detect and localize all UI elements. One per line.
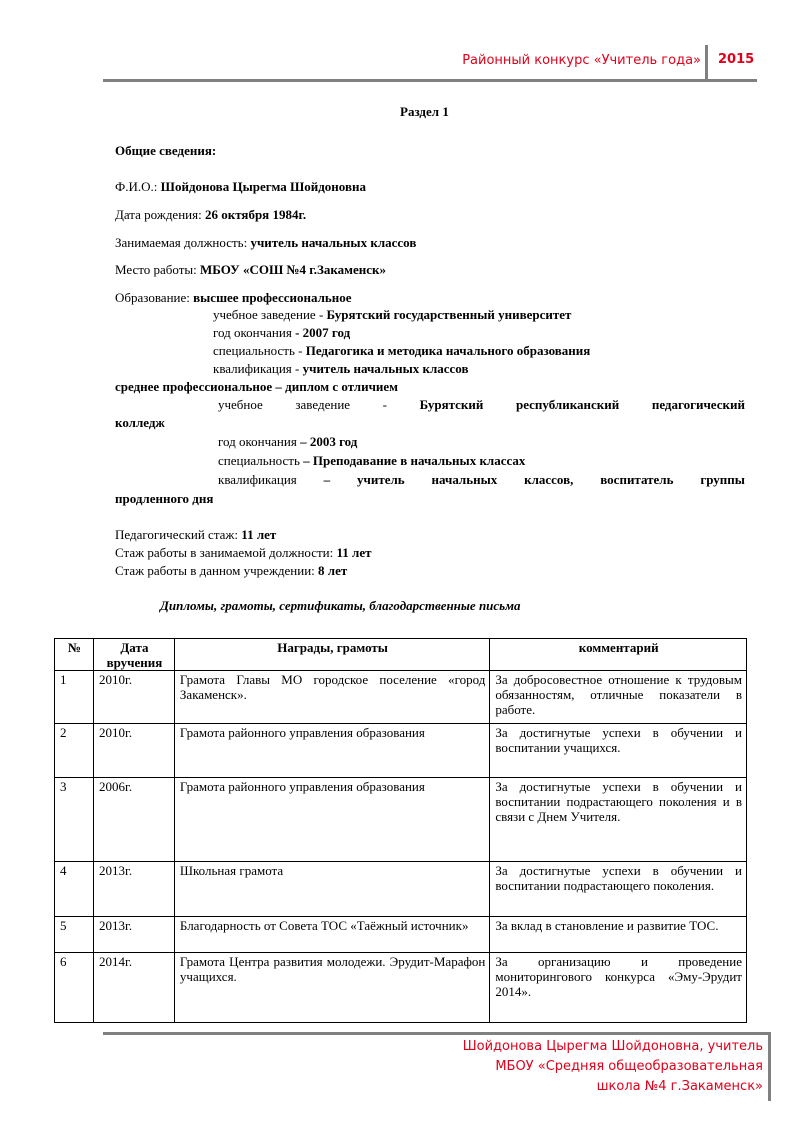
position-value: учитель начальных классов [250, 235, 417, 250]
header-divider [705, 45, 708, 81]
secondary-qualification-word: группы [700, 472, 745, 487]
general-heading: Общие сведения: [115, 143, 217, 158]
workplace-value: МБОУ «СОШ №4 г.Закаменск» [200, 262, 387, 277]
row-award: Грамота Центра развития молодежи. Эрудит-Марафон учащихся. [174, 953, 489, 1023]
row-award: Благодарность от Совета ТОС «Таёжный источник» [174, 917, 489, 953]
higher-qualification-value: учитель начальных классов [302, 361, 469, 376]
position-experience-line [115, 545, 372, 561]
secondary-qualification-end: продленного дня [115, 491, 214, 506]
page-footer [463, 1037, 763, 1097]
higher-institution-line [213, 307, 571, 323]
header-rule [103, 79, 757, 82]
secondary-qualification-line [218, 472, 745, 488]
higher-year-line [213, 325, 350, 341]
awards-heading: Дипломы, грамоты, сертификаты, благодарственные письма [160, 598, 521, 613]
secondary-specialty-label: специальность [218, 453, 300, 468]
position-label: Занимаемая должность: [115, 235, 248, 250]
page-header-title: Районный конкурс «Учитель года» [462, 53, 701, 68]
higher-institution-value: Бурятский государственный университет [326, 307, 572, 322]
secondary-qualification-word: классов, [524, 472, 574, 487]
page-header-year: 2015 [718, 52, 755, 67]
row-comment: За добросовестное отношение к трудовым обязанностям, отличные показатели в работе. [490, 671, 747, 724]
awards-table [54, 638, 747, 1023]
table-row [55, 953, 747, 1023]
header-award: Награды, грамоты [174, 639, 489, 671]
secondary-qualification-word: начальных [431, 472, 498, 487]
header-number: № [55, 639, 94, 671]
row-award: Грамота районного управления образования [174, 778, 489, 862]
secondary-qualification-word: – [323, 472, 331, 487]
table-header-row [55, 639, 747, 671]
row-number: 5 [55, 917, 94, 953]
secondary-year-label: год окончания [218, 434, 297, 449]
fio-line [115, 179, 366, 195]
secondary-institution-word: учебное [218, 397, 263, 412]
secondary-qualification-word: воспитатель [600, 472, 674, 487]
secondary-institution-line [218, 397, 745, 413]
position-experience-value: 11 лет [336, 545, 372, 560]
higher-specialty-line [213, 343, 590, 359]
section-title: Раздел 1 [400, 104, 449, 119]
row-comment: За достигнутые успехи в обучении и воспитании учащихся. [490, 724, 747, 778]
higher-qualification-label: квалификация - [213, 361, 300, 376]
row-date: 2014г. [93, 953, 174, 1023]
table-row [55, 671, 747, 724]
education-line [115, 290, 352, 306]
row-comment: За организацию и проведение мониторингового конкурса «Эму-Эрудит 2014». [490, 953, 747, 1023]
table-row [55, 778, 747, 862]
footer-line: МБОУ «Средняя общеобразовательная [495, 1059, 763, 1074]
birth-label: Дата рождения: [115, 207, 202, 222]
education-label: Образование: [115, 290, 190, 305]
footer-rule [103, 1032, 768, 1035]
row-comment: За достигнутые успехи в обучении и воспитании подрастающего поколения и в связи с Днем Учителя. [490, 778, 747, 862]
row-number: 6 [55, 953, 94, 1023]
footer-line: Шойдонова Цырегма Шойдоновна, учитель [462, 1039, 763, 1054]
row-award: Грамота районного управления образования [174, 724, 489, 778]
row-date: 2006г. [93, 778, 174, 862]
secondary-level: среднее профессиональное – диплом с отличием [115, 379, 399, 394]
header-date: Дата вручения [93, 639, 174, 671]
secondary-institution-word: педагогический [651, 397, 745, 412]
higher-qualification-line [213, 361, 469, 377]
row-date: 2010г. [93, 671, 174, 724]
secondary-qualification-word: квалификация [218, 472, 297, 487]
row-comment: За достигнутые успехи в обучении и воспитании подрастающего поколения. [490, 862, 747, 917]
row-award: Школьная грамота [174, 862, 489, 917]
secondary-year-value: – 2003 год [300, 434, 358, 449]
footer-divider [768, 1032, 771, 1101]
secondary-institution-end: колледж [115, 415, 165, 430]
row-number: 3 [55, 778, 94, 862]
row-award: Грамота Главы МО городское поселение «город Закаменск». [174, 671, 489, 724]
row-date: 2013г. [93, 917, 174, 953]
position-experience-label: Стаж работы в занимаемой должности: [115, 545, 334, 560]
secondary-institution-word: - [382, 397, 387, 412]
table-row [55, 862, 747, 917]
row-date: 2010г. [93, 724, 174, 778]
higher-institution-label: учебное заведение - [213, 307, 324, 322]
ped-experience-line [115, 527, 276, 543]
institution-experience-line [115, 563, 347, 579]
row-comment: За вклад в становление и развитие ТОС. [490, 917, 747, 953]
higher-year-value: - 2007 год [295, 325, 351, 340]
position-line [115, 235, 416, 251]
education-higher-level: высшее профессиональное [193, 290, 352, 305]
secondary-year-line [218, 434, 357, 450]
row-date: 2013г. [93, 862, 174, 917]
secondary-institution-word: Бурятский [419, 397, 484, 412]
table-row [55, 724, 747, 778]
secondary-specialty-value: – Преподавание в начальных классах [303, 453, 526, 468]
fio-label: Ф.И.О.: [115, 179, 158, 194]
fio-value: Шойдонова Цырегма Шойдоновна [160, 179, 366, 194]
birth-line [115, 207, 306, 223]
table-row [55, 917, 747, 953]
workplace-line [115, 262, 386, 278]
higher-specialty-label: специальность - [213, 343, 303, 358]
ped-experience-value: 11 лет [241, 527, 277, 542]
secondary-institution-word: заведение [295, 397, 351, 412]
institution-experience-value: 8 лет [318, 563, 348, 578]
secondary-qualification-word: учитель [357, 472, 405, 487]
institution-experience-label: Стаж работы в данном учреждении: [115, 563, 315, 578]
row-number: 2 [55, 724, 94, 778]
secondary-specialty-line [218, 453, 525, 469]
row-number: 1 [55, 671, 94, 724]
workplace-label: Место работы: [115, 262, 197, 277]
higher-specialty-value: Педагогика и методика начального образования [305, 343, 591, 358]
ped-experience-label: Педагогический стаж: [115, 527, 239, 542]
birth-value: 26 октября 1984г. [204, 207, 307, 222]
footer-line: школа №4 г.Закаменск» [596, 1079, 763, 1094]
header-comment: комментарий [490, 639, 747, 671]
higher-year-label: год окончания [213, 325, 292, 340]
row-number: 4 [55, 862, 94, 917]
secondary-institution-word: республиканский [516, 397, 620, 412]
